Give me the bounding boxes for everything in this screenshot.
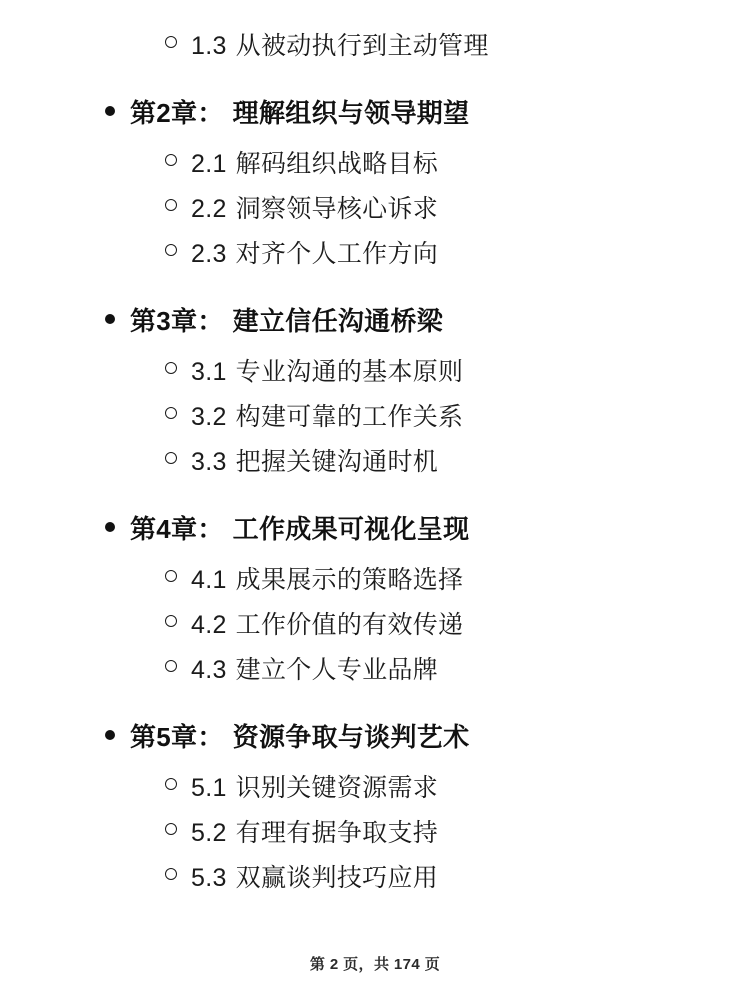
page-footer: 第 2 页，共 174 页 [309,956,441,973]
toc-item-title: 把握关键沟通时机 [235,448,439,476]
toc-item-number: 4.3 [191,656,227,684]
toc-section-item[interactable] [60,197,690,242]
toc-item-title: 解码组织战略目标 [235,150,439,178]
toc-section-item[interactable] [60,242,690,287]
bullet-hollow-icon [165,407,177,419]
toc-section-item[interactable] [60,866,690,911]
toc-item-title: 识别关键资源需求 [235,774,439,802]
toc-item-number: 5.1 [191,774,227,802]
bullet-hollow-icon [165,199,177,211]
toc-section-item[interactable] [60,776,690,821]
toc-item-title: 从被动执行到主动管理 [235,32,489,60]
bullet-hollow-icon [165,154,177,166]
bullet-hollow-icon [165,570,177,582]
toc-item-number: 2.1 [191,150,227,178]
toc-item-title: 专业沟通的基本原则 [235,358,464,386]
toc-item-title: 建立个人专业品牌 [235,656,439,684]
toc-item-title: 构建可靠的工作关系 [235,403,464,431]
toc-item-number: 3.1 [191,358,227,386]
toc-item-title: 建立信任沟通桥梁 [232,306,444,336]
bullet-filled-icon [105,522,115,532]
toc-group-spacer [60,703,690,716]
toc-item-title: 工作成果可视化呈现 [232,514,470,544]
toc-item-number: 5.2 [191,819,227,847]
toc-item-number: 第4章： [130,514,224,544]
bullet-filled-icon [105,314,115,324]
bullet-hollow-icon [165,823,177,835]
toc-item-title: 对齐个人工作方向 [235,240,439,268]
toc-item-number: 4.2 [191,611,227,639]
toc-item-number: 第5章： [130,722,224,752]
bullet-hollow-icon [165,615,177,627]
toc-item-number: 第2章： [130,98,224,128]
toc-group-spacer [60,287,690,300]
bullet-hollow-icon [165,778,177,790]
bullet-hollow-icon [165,36,177,48]
toc-section-item[interactable] [60,450,690,495]
toc-group-spacer [60,79,690,92]
toc-chapter-item[interactable] [60,100,690,152]
table-of-contents [60,34,690,911]
toc-item-title: 双赢谈判技巧应用 [235,864,439,892]
toc-item-number: 第3章： [130,306,224,336]
bullet-hollow-icon [165,244,177,256]
toc-chapter-item[interactable] [60,516,690,568]
toc-section-item[interactable] [60,34,690,79]
bullet-hollow-icon [165,362,177,374]
toc-item-number: 3.2 [191,403,227,431]
toc-item-number: 4.1 [191,566,227,594]
bullet-filled-icon [105,730,115,740]
toc-section-item[interactable] [60,405,690,450]
toc-section-item[interactable] [60,360,690,405]
bullet-filled-icon [105,106,115,116]
bullet-hollow-icon [165,660,177,672]
toc-item-number: 1.3 [191,32,227,60]
toc-item-title: 洞察领导核心诉求 [235,195,439,223]
toc-section-item[interactable] [60,613,690,658]
toc-item-title: 资源争取与谈判艺术 [232,722,470,752]
toc-group-spacer [60,495,690,508]
toc-section-item[interactable] [60,821,690,866]
toc-item-title: 成果展示的策略选择 [235,566,464,594]
toc-item-number: 2.2 [191,195,227,223]
toc-item-title: 有理有据争取支持 [235,819,439,847]
toc-chapter-item[interactable] [60,308,690,360]
toc-item-number: 3.3 [191,448,227,476]
bullet-hollow-icon [165,868,177,880]
toc-section-item[interactable] [60,152,690,197]
toc-item-title: 工作价值的有效传递 [235,611,464,639]
toc-item-title: 理解组织与领导期望 [232,98,470,128]
toc-section-item[interactable] [60,658,690,703]
toc-section-item[interactable] [60,568,690,613]
toc-item-number: 2.3 [191,240,227,268]
toc-chapter-item[interactable] [60,724,690,776]
bullet-hollow-icon [165,452,177,464]
toc-item-number: 5.3 [191,864,227,892]
